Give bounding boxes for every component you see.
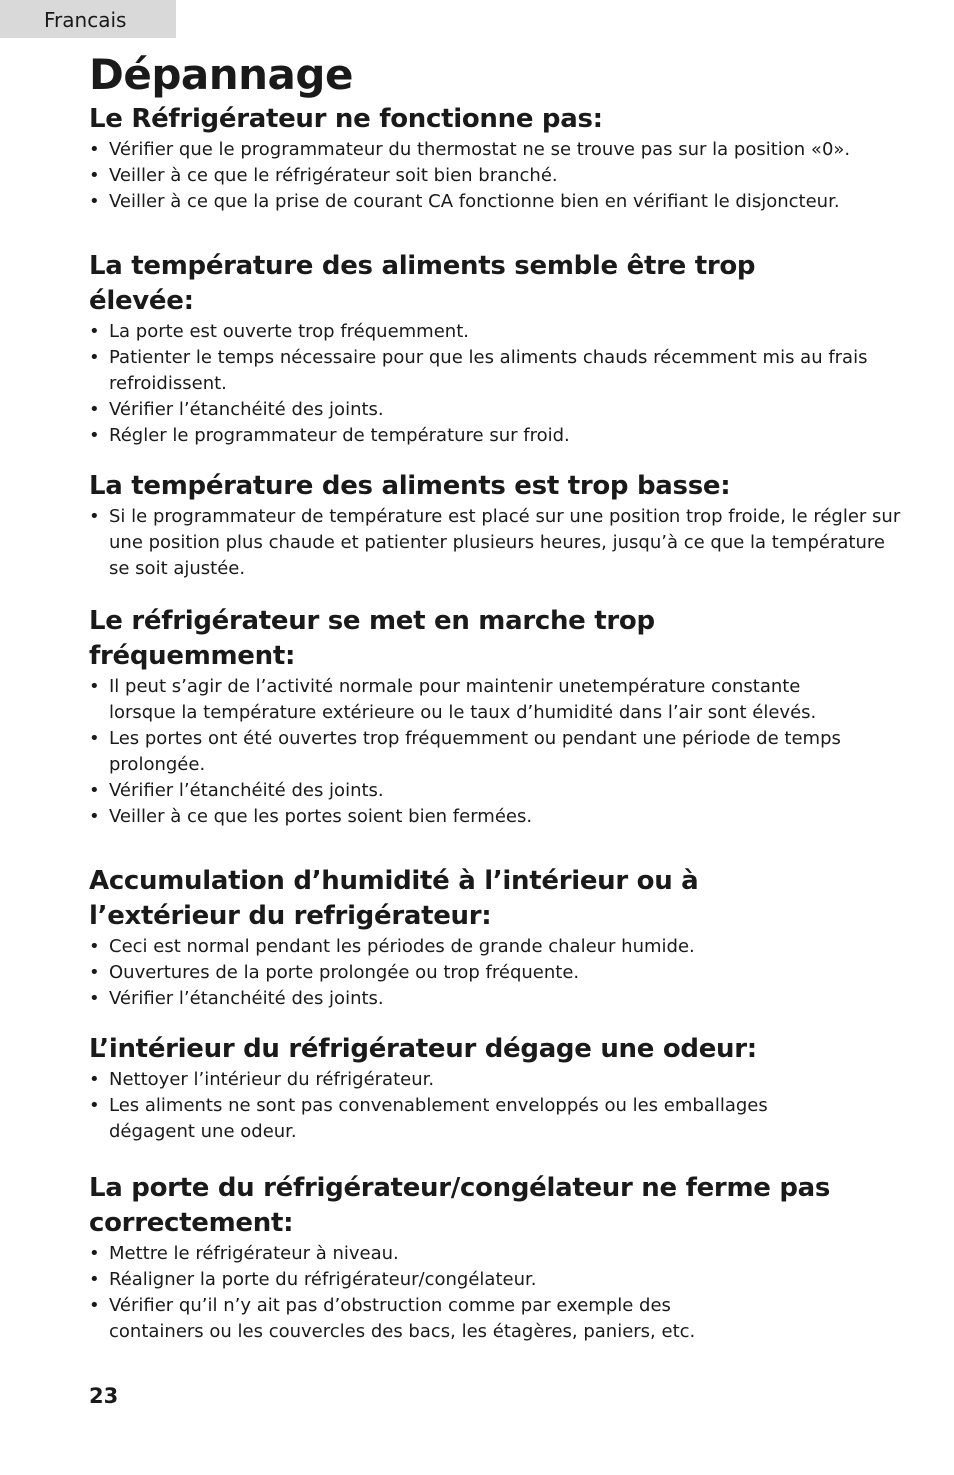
section-heading: Le réfrigérateur se met en marche trop fréquemment: — [89, 606, 655, 671]
section-heading: Accumulation d’humidité à l’intérieur ou à l’extérieur du refrigérateur: — [89, 866, 699, 931]
section-temperature-too-low — [89, 469, 909, 582]
section-heading: L’intérieur du réfrigérateur dégage une odeur: — [89, 1034, 757, 1064]
list-item: • Régler le programmateur de température sur froid. — [89, 423, 869, 449]
language-tab — [0, 0, 176, 38]
section-door-not-closing — [89, 1171, 849, 1345]
section-heading: La température des aliments est trop basse: — [89, 471, 731, 501]
bullet-list — [89, 1241, 749, 1345]
list-item: • Réaligner la porte du réfrigérateur/congélateur. — [89, 1267, 749, 1293]
page-number: 23 — [89, 1384, 119, 1408]
list-item: • La porte est ouverte trop fréquemment. — [89, 319, 869, 345]
list-item: • Vérifier l’étanchéité des joints. — [89, 778, 869, 804]
list-item: • Ouvertures de la porte prolongée ou trop fréquente. — [89, 960, 749, 986]
list-item: • Si le programmateur de température est placé sur une position trop froide, le régler sur une position plus chaude et patienter plusieurs heures, jusqu’à ce que la température se soit ajustée. — [89, 504, 909, 582]
section-heading: Le Réfrigérateur ne fonctionne pas: — [89, 104, 603, 134]
section-not-working — [89, 102, 909, 215]
list-item: • Veiller à ce que la prise de courant CA fonctionne bien en vérifiant le disjoncteur. — [89, 189, 909, 215]
bullet-list — [89, 319, 869, 449]
list-item: • Il peut s’agir de l’activité normale pour maintenir unetempérature constante lorsque la température extérieure ou le taux d’humidité dans l’air sont élevés. — [89, 674, 869, 726]
bullet-list — [89, 674, 869, 830]
list-item: • Ceci est normal pendant les périodes de grande chaleur humide. — [89, 934, 749, 960]
list-item: • Vérifier l’étanchéité des joints. — [89, 986, 749, 1012]
section-moisture — [89, 864, 749, 1012]
list-item: • Veiller à ce que le réfrigérateur soit bien branché. — [89, 163, 909, 189]
list-item: • Vérifier qu’il n’y ait pas d’obstruction comme par exemple des containers ou les couvercles des bacs, les étagères, paniers, etc. — [89, 1293, 749, 1345]
page-title: Dépannage — [89, 50, 353, 99]
list-item: • Nettoyer l’intérieur du réfrigérateur. — [89, 1067, 809, 1093]
list-item: • Vérifier l’étanchéité des joints. — [89, 397, 869, 423]
language-tab-label: Francais — [44, 8, 127, 32]
list-item: • Les portes ont été ouvertes trop fréquemment ou pendant une période de temps prolongée. — [89, 726, 869, 778]
list-item: • Vérifier que le programmateur du thermostat ne se trouve pas sur la position «0». — [89, 137, 909, 163]
section-odor — [89, 1032, 909, 1145]
bullet-list — [89, 1067, 809, 1145]
bullet-list — [89, 934, 749, 1012]
list-item: • Patienter le temps nécessaire pour que les aliments chauds récemment mis au frais refroidissent. — [89, 345, 869, 397]
bullet-list — [89, 504, 909, 582]
list-item: • Veiller à ce que les portes soient bien fermées. — [89, 804, 869, 830]
section-heading: La porte du réfrigérateur/congélateur ne ferme pas correctement: — [89, 1173, 831, 1238]
section-heading: La température des aliments semble être trop élevée: — [89, 251, 756, 316]
troubleshooting-content — [89, 48, 909, 1345]
section-runs-too-often — [89, 604, 841, 830]
section-temperature-too-high — [89, 249, 868, 449]
bullet-list — [89, 137, 909, 215]
list-item: • Les aliments ne sont pas convenablement enveloppés ou les emballages dégagent une odeur. — [89, 1093, 809, 1145]
list-item: • Mettre le réfrigérateur à niveau. — [89, 1241, 749, 1267]
